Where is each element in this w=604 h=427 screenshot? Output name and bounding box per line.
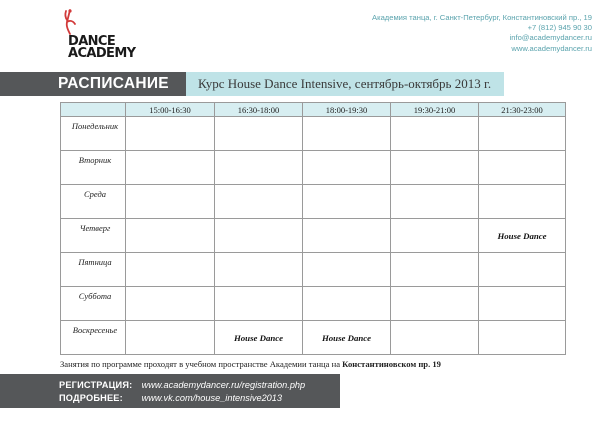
table-row — [61, 287, 566, 321]
schedule-cell — [479, 185, 566, 219]
schedule-cell — [126, 253, 215, 287]
schedule-cell — [126, 287, 215, 321]
schedule-cell: House Dance — [303, 321, 391, 355]
logo — [60, 8, 150, 68]
table-row — [61, 219, 566, 253]
schedule-cell — [479, 321, 566, 355]
schedule-cell — [303, 151, 391, 185]
schedule-table — [60, 102, 566, 355]
schedule-cell: House Dance — [479, 219, 566, 253]
header-corner — [61, 103, 126, 117]
schedule-cell — [391, 151, 479, 185]
logo-line-2: ACADEMY — [68, 46, 136, 61]
schedule-cell — [391, 321, 479, 355]
schedule-cell — [479, 151, 566, 185]
title-bar — [0, 72, 186, 96]
schedule-cell — [215, 151, 303, 185]
contact-email[interactable]: info@academydancer.ru — [509, 33, 592, 43]
schedule-cell — [303, 253, 391, 287]
day-label: Среда — [61, 185, 126, 219]
schedule-cell — [479, 253, 566, 287]
schedule-cell: House Dance — [215, 321, 303, 355]
schedule-cell — [479, 287, 566, 321]
table-row — [61, 117, 566, 151]
registration-label: РЕГИСТРАЦИЯ: — [59, 380, 133, 390]
schedule-cell — [303, 287, 391, 321]
schedule-cell — [391, 117, 479, 151]
day-label: Вторник — [61, 151, 126, 185]
schedule-cell — [126, 219, 215, 253]
more-info-link[interactable]: www.vk.com/house_intensive2013 — [141, 393, 283, 403]
location-note-text: Занятия по программе проходят в учебном пространстве Академии танца на — [60, 359, 343, 369]
contact-site[interactable]: www.academydancer.ru — [511, 43, 592, 53]
schedule-cell — [126, 321, 215, 355]
schedule-cell — [391, 219, 479, 253]
table-row — [61, 185, 566, 219]
schedule-cell — [126, 151, 215, 185]
table-row — [61, 321, 566, 355]
schedule-cell — [215, 287, 303, 321]
logo-line-1: DANCE — [68, 34, 116, 49]
contacts — [292, 13, 592, 54]
contact-address: Академия танца, г. Санкт-Петербург, Константиновский пр., 19 — [372, 13, 592, 22]
location-note-address: Константиновском пр. 19 — [342, 359, 441, 369]
schedule-cell — [303, 219, 391, 253]
schedule-cell — [215, 219, 303, 253]
registration-row — [59, 380, 305, 390]
more-info-label: ПОДРОБНЕЕ: — [59, 393, 123, 403]
time-header: 15:00-16:30 — [126, 103, 215, 117]
table-row — [61, 253, 566, 287]
time-header: 18:00-19:30 — [303, 103, 391, 117]
schedule-cell — [391, 287, 479, 321]
day-label: Четверг — [61, 219, 126, 253]
schedule-cell — [215, 253, 303, 287]
location-note — [60, 359, 441, 369]
registration-bar — [0, 374, 340, 408]
schedule-cell — [215, 117, 303, 151]
schedule-cell — [126, 117, 215, 151]
schedule-header-row — [61, 103, 566, 117]
page-title: РАСПИСАНИЕ — [58, 75, 169, 92]
schedule-cell — [391, 185, 479, 219]
schedule-cell — [303, 185, 391, 219]
table-row — [61, 151, 566, 185]
day-label: Понедельник — [61, 117, 126, 151]
schedule-cell — [479, 117, 566, 151]
page-subtitle: Курс House Dance Intensive, сентябрь-октябрь 2013 г. — [198, 76, 492, 91]
contact-phone: +7 (812) 945 90 30 — [527, 23, 592, 33]
schedule-cell — [303, 117, 391, 151]
schedule-cell — [391, 253, 479, 287]
time-header: 19:30-21:00 — [391, 103, 479, 117]
schedule-cell — [215, 185, 303, 219]
logo-wordmark — [68, 36, 135, 60]
registration-link[interactable]: www.academydancer.ru/registration.php — [141, 380, 306, 390]
time-header: 21:30-23:00 — [479, 103, 566, 117]
time-header: 16:30-18:00 — [215, 103, 303, 117]
day-label: Пятница — [61, 253, 126, 287]
schedule-cell — [126, 185, 215, 219]
subtitle-bar — [186, 72, 504, 96]
day-label: Воскресенье — [61, 321, 126, 355]
day-label: Суббота — [61, 287, 126, 321]
more-info-row — [59, 393, 282, 403]
